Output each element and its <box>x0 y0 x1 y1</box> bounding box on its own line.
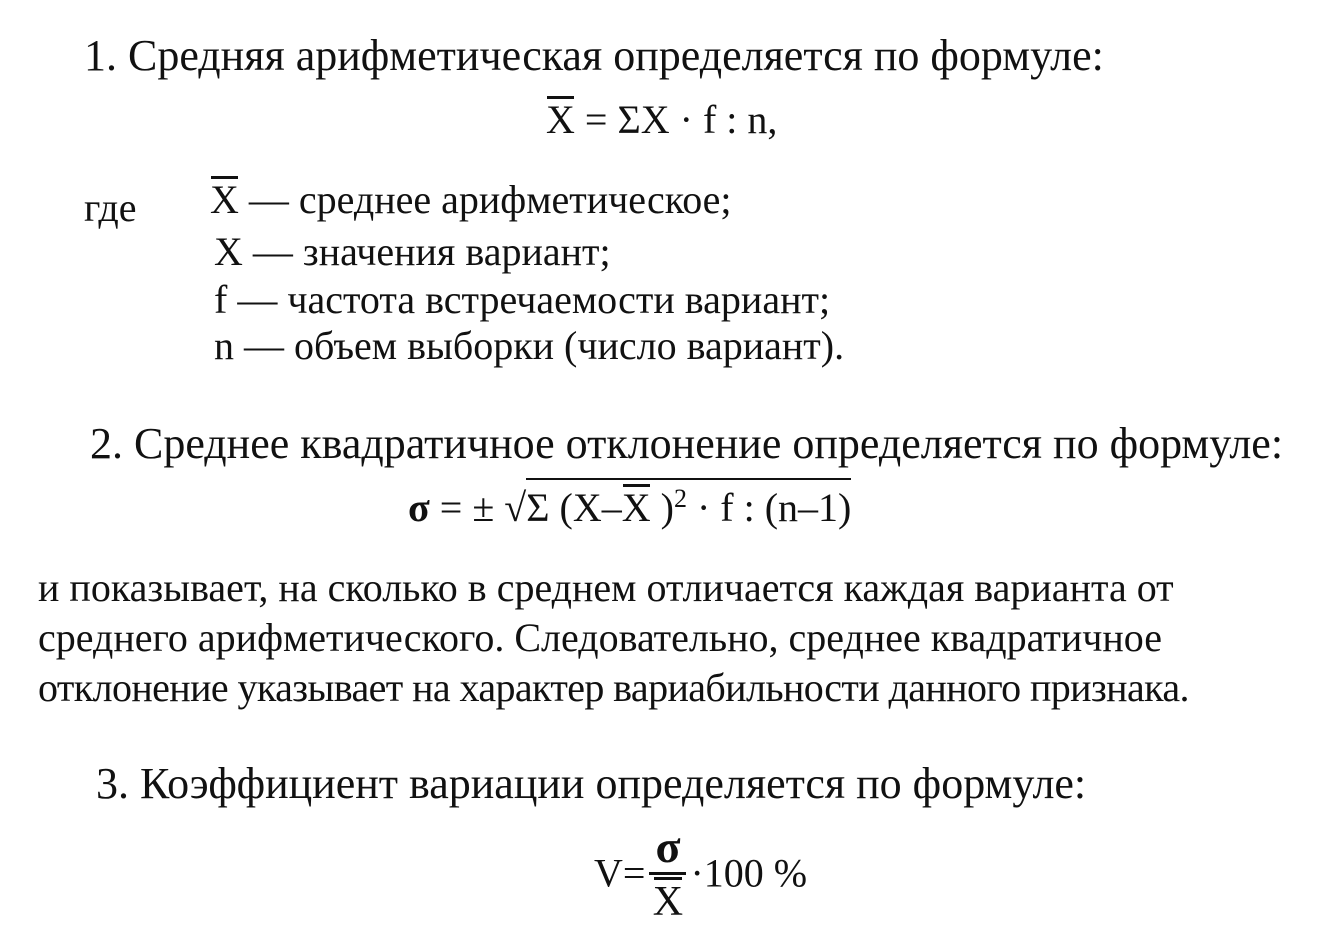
mean-formula <box>546 97 778 142</box>
radicand-start: Σ (X– <box>526 485 622 530</box>
cv-denominator <box>649 872 686 923</box>
where-label: где <box>84 185 137 230</box>
std-dev-formula <box>408 486 851 528</box>
radicand-tail: · f : (n–1) <box>686 485 852 530</box>
legend-symbol: X <box>214 229 243 274</box>
legend-item-values <box>214 229 611 274</box>
section-1-heading: 1. Средняя арифметическая определяется по формуле: <box>84 31 1104 80</box>
legend-text: — объем выборки (число вариант). <box>234 323 845 368</box>
exponent: 2 <box>673 484 687 513</box>
legend-symbol: n <box>214 323 234 368</box>
mean-formula-rest: = ΣX · f : n, <box>574 97 778 142</box>
cv-formula-lhs: V= <box>594 850 646 896</box>
legend-item-sample-size <box>214 323 845 368</box>
sigma-symbol: σ <box>408 485 430 530</box>
explanation-line-2: среднего арифметического. Следовательно, среднее квадратичное <box>38 615 1163 660</box>
x-bar-symbol: X <box>621 485 651 530</box>
radicand-close: ) <box>650 485 674 530</box>
legend-symbol: f <box>214 277 228 322</box>
radicand <box>526 478 851 528</box>
legend-item-frequency <box>214 277 831 322</box>
explanation-line-1: и показывает, на сколько в среднем отличается каждая варианта от <box>38 565 1174 610</box>
cv-formula-rhs: ·100 % <box>690 850 808 896</box>
section-3-heading: 3. Коэффициент вариации определяется по формуле: <box>96 759 1087 808</box>
x-bar-symbol: X <box>652 879 684 925</box>
legend-item-mean <box>210 177 732 222</box>
legend-text: — частота встречаемости вариант; <box>227 277 831 322</box>
cv-fraction <box>649 821 686 925</box>
legend-text: — среднее арифметическое; <box>238 177 732 222</box>
cv-formula <box>594 821 808 925</box>
x-bar-symbol: X <box>546 97 575 142</box>
x-bar-symbol: X <box>210 177 239 222</box>
legend-text: — значения вариант; <box>242 229 611 274</box>
section-2-heading: 2. Среднее квадратичное отклонение определяется по формуле: <box>90 419 1284 468</box>
std-dev-formula-lead: = ± √ <box>429 485 527 530</box>
explanation-line-3: отклонение указывает на характер вариабильности данного признака. <box>38 665 1189 710</box>
cv-numerator: σ <box>655 821 681 872</box>
